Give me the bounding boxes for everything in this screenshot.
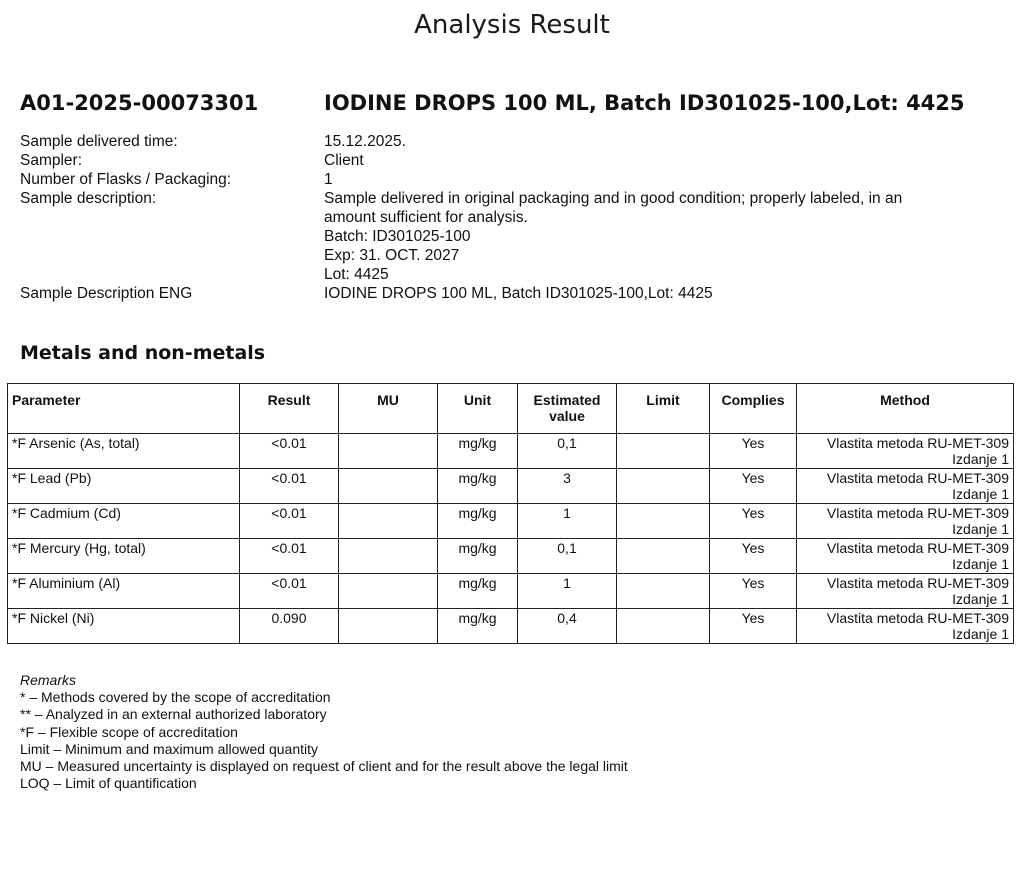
remark-item: Limit – Minimum and maximum allowed quantity <box>20 740 318 757</box>
cell-unit: mg/kg <box>438 609 518 644</box>
cell-parameter: *F Aluminium (Al) <box>8 574 240 609</box>
cell-complies: Yes <box>710 434 797 469</box>
remark-item: ** – Analyzed in an external authorized laboratory <box>20 706 327 723</box>
info-row-sampler <box>20 151 1010 170</box>
cell-mu <box>339 539 438 574</box>
cell-limit <box>617 539 710 574</box>
cell-mu <box>339 504 438 539</box>
sample-id: A01-2025-00073301 <box>20 91 259 115</box>
cell-parameter: *F Arsenic (As, total) <box>8 434 240 469</box>
cell-method: Vlastita metoda RU-MET-309 Izdanje 1 <box>797 609 1014 644</box>
cell-result: <0.01 <box>240 539 339 574</box>
cell-method: Vlastita metoda RU-MET-309 Izdanje 1 <box>797 434 1014 469</box>
cell-estimated-value: 0,4 <box>518 609 617 644</box>
cell-result: <0.01 <box>240 504 339 539</box>
remarks <box>20 672 628 792</box>
column-header-result: Result <box>240 384 339 434</box>
info-label: Sample delivered time: <box>20 133 178 150</box>
cell-limit <box>617 609 710 644</box>
cell-estimated-value: 0,1 <box>518 539 617 574</box>
column-header-estimated-value: Estimated value <box>518 384 617 434</box>
cell-limit <box>617 574 710 609</box>
table-row <box>8 574 1014 609</box>
cell-parameter: *F Cadmium (Cd) <box>8 504 240 539</box>
info-label: Sample description: <box>20 190 157 207</box>
cell-limit <box>617 469 710 504</box>
cell-unit: mg/kg <box>438 434 518 469</box>
cell-method: Vlastita metoda RU-MET-309 Izdanje 1 <box>797 574 1014 609</box>
cell-limit <box>617 434 710 469</box>
column-header-limit: Limit <box>617 384 710 434</box>
cell-parameter: *F Nickel (Ni) <box>8 609 240 644</box>
table-row <box>8 504 1014 539</box>
cell-unit: mg/kg <box>438 504 518 539</box>
column-header-mu: MU <box>339 384 438 434</box>
results-table <box>7 383 1014 644</box>
remark-item: LOQ – Limit of quantification <box>20 775 197 792</box>
info-row-flasks <box>20 170 1010 189</box>
remarks-title: Remarks <box>20 672 77 688</box>
cell-method: Vlastita metoda RU-MET-309 Izdanje 1 <box>797 469 1014 504</box>
remark-item: MU – Measured uncertainty is displayed on request of client and for the result above the legal limit <box>20 758 628 775</box>
remark-item: *F – Flexible scope of accreditation <box>20 723 238 740</box>
column-header-complies: Complies <box>710 384 797 434</box>
info-value: Sample delivered in original packaging and in good condition; properly labeled, in an amount sufficient for analysis. Batch: ID301025-100 Exp: 31. OCT. 2027 Lot: 4425 <box>324 190 903 283</box>
cell-unit: mg/kg <box>438 469 518 504</box>
info-label: Sample Description ENG <box>20 285 193 302</box>
cell-unit: mg/kg <box>438 539 518 574</box>
sample-name: IODINE DROPS 100 ML, Batch ID301025-100,Lot: 4425 <box>324 91 965 115</box>
remark-item: * – Methods covered by the scope of accreditation <box>20 689 331 706</box>
section-title: Metals and non-metals <box>20 342 266 364</box>
table-row <box>8 539 1014 574</box>
column-header-method: Method <box>797 384 1014 434</box>
cell-parameter: *F Lead (Pb) <box>8 469 240 504</box>
sample-info <box>20 132 1010 303</box>
cell-estimated-value: 1 <box>518 504 617 539</box>
cell-method: Vlastita metoda RU-MET-309 Izdanje 1 <box>797 504 1014 539</box>
cell-result: <0.01 <box>240 574 339 609</box>
cell-estimated-value: 1 <box>518 574 617 609</box>
info-value: Client <box>324 152 364 169</box>
cell-mu <box>339 574 438 609</box>
cell-complies: Yes <box>710 539 797 574</box>
info-value: 15.12.2025. <box>324 133 406 150</box>
cell-mu <box>339 434 438 469</box>
cell-unit: mg/kg <box>438 574 518 609</box>
cell-complies: Yes <box>710 574 797 609</box>
cell-complies: Yes <box>710 504 797 539</box>
cell-result: <0.01 <box>240 469 339 504</box>
column-header-unit: Unit <box>438 384 518 434</box>
info-value: 1 <box>324 171 333 188</box>
info-row-description-eng <box>20 284 1010 303</box>
cell-method: Vlastita metoda RU-MET-309 Izdanje 1 <box>797 539 1014 574</box>
cell-result: 0.090 <box>240 609 339 644</box>
info-row-description <box>20 189 1010 284</box>
table-row <box>8 609 1014 644</box>
cell-result: <0.01 <box>240 434 339 469</box>
cell-mu <box>339 469 438 504</box>
cell-estimated-value: 0,1 <box>518 434 617 469</box>
info-label: Sampler: <box>20 152 83 169</box>
info-row-delivered-time <box>20 132 1010 151</box>
cell-mu <box>339 609 438 644</box>
info-value: IODINE DROPS 100 ML, Batch ID301025-100,Lot: 4425 <box>324 285 713 302</box>
info-label: Number of Flasks / Packaging: <box>20 171 232 188</box>
cell-estimated-value: 3 <box>518 469 617 504</box>
cell-complies: Yes <box>710 609 797 644</box>
column-header-parameter: Parameter <box>8 384 240 434</box>
table-header-row <box>8 384 1014 434</box>
table-row <box>8 469 1014 504</box>
cell-parameter: *F Mercury (Hg, total) <box>8 539 240 574</box>
table-row <box>8 434 1014 469</box>
cell-complies: Yes <box>710 469 797 504</box>
page-title: Analysis Result <box>414 10 610 40</box>
cell-limit <box>617 504 710 539</box>
